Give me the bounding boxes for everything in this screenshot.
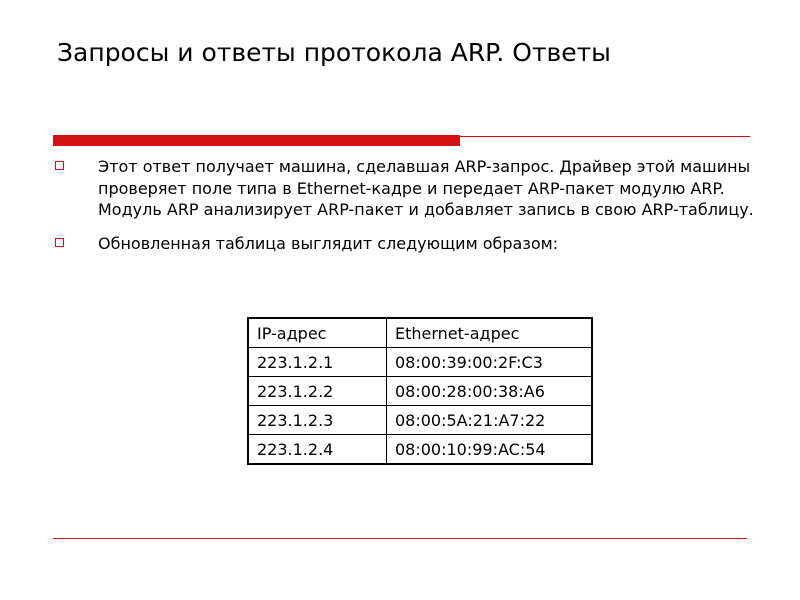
hollow-square-bullet-icon	[55, 161, 64, 170]
table-header-row	[248, 318, 592, 348]
bullet-text: Этот ответ получает машина, сделавшая ARP-запрос. Драйвер этой машины проверяет поле типа в Ethernet-кадре и передает ARP-пакет модулю ARP. Модуль ARP анализирует ARP-пакет и добавляет запись в свою ARP-таблицу.	[98, 157, 754, 219]
ip-cell: 223.1.2.4	[248, 435, 387, 465]
table-row	[248, 406, 592, 435]
title-underline-thick	[53, 135, 460, 146]
ip-cell: 223.1.2.3	[248, 406, 387, 435]
column-header-ethernet: Ethernet-адрес	[387, 318, 593, 348]
ip-cell: 223.1.2.1	[248, 348, 387, 377]
ethernet-cell: 08:00:39:00:2F:C3	[387, 348, 593, 377]
arp-table	[247, 317, 593, 465]
table-row	[248, 348, 592, 377]
ip-cell: 223.1.2.2	[248, 377, 387, 406]
column-header-ip: IP-адрес	[248, 318, 387, 348]
ethernet-cell: 08:00:10:99:AC:54	[387, 435, 593, 465]
slide-title: Запросы и ответы протокола ARP. Ответы	[57, 38, 611, 67]
bullet-item	[55, 156, 755, 221]
bullet-text: Обновленная таблица выглядит следующим образом:	[98, 233, 559, 253]
table-row	[248, 377, 592, 406]
footer-divider	[53, 538, 747, 539]
ethernet-cell: 08:00:28:00:38:A6	[387, 377, 593, 406]
hollow-square-bullet-icon	[55, 238, 64, 247]
bullet-list	[55, 156, 755, 266]
title-underline-thin	[460, 136, 750, 137]
bullet-item	[55, 233, 755, 255]
ethernet-cell: 08:00:5A:21:A7:22	[387, 406, 593, 435]
table-row	[248, 435, 592, 465]
